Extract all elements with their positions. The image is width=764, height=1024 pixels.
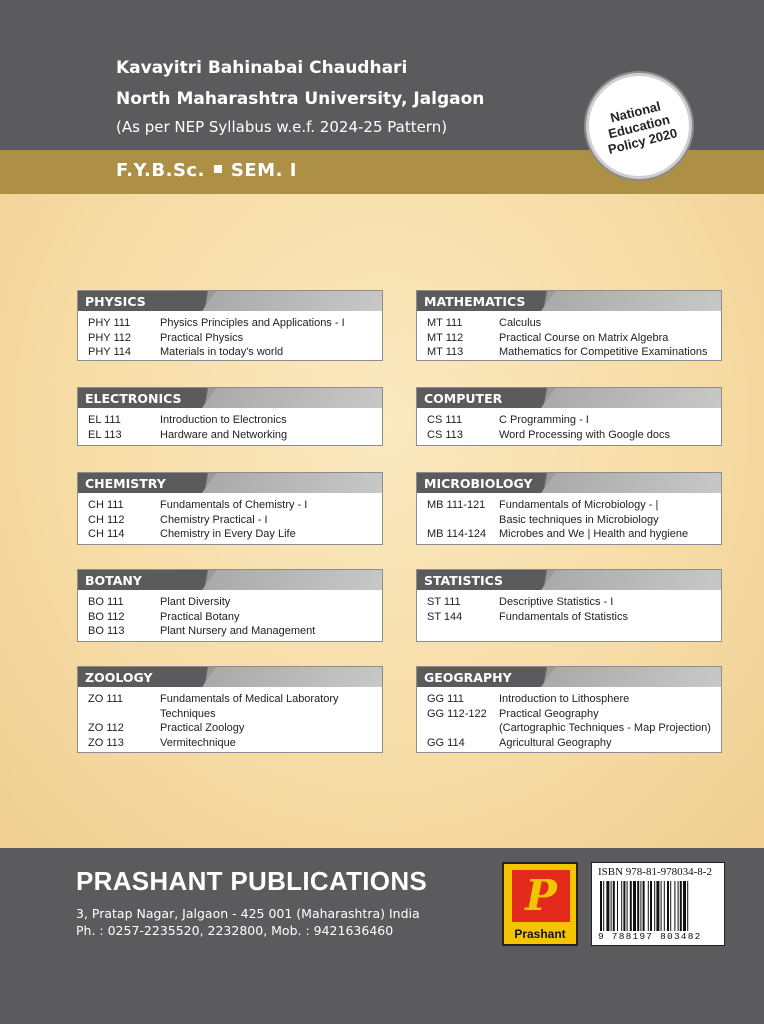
course-row xyxy=(88,331,378,346)
course-title: Fundamentals of Microbiology - | xyxy=(499,499,659,511)
course-code: ST 144 xyxy=(427,610,463,623)
course-title: Mathematics for Competitive Examinations xyxy=(499,346,708,359)
course-row xyxy=(427,692,717,707)
card-title: STATISTICS xyxy=(424,573,504,588)
isbn-label: ISBN 978-81-978034-8-2 xyxy=(598,866,712,878)
course-title: Introduction to Electronics xyxy=(160,414,287,426)
course-code: ST 111 xyxy=(427,596,461,608)
course-row xyxy=(427,595,717,610)
course-title: Basic techniques in Microbiology xyxy=(499,513,659,526)
course-title: Calculus xyxy=(499,317,542,329)
course-row xyxy=(427,345,717,360)
course-list xyxy=(427,595,717,624)
course-row xyxy=(88,428,378,443)
barcode-icon xyxy=(600,881,718,931)
course-name: F.Y.B.Sc. xyxy=(116,160,205,181)
course-code: PHY 114 xyxy=(88,346,132,359)
card-title: MICROBIOLOGY xyxy=(424,476,533,491)
course-row xyxy=(427,513,717,528)
subject-card-geography xyxy=(416,666,722,753)
subject-card-physics xyxy=(77,290,383,361)
course-list xyxy=(427,316,717,360)
publisher-name: PRASHANT PUBLICATIONS xyxy=(76,866,428,896)
course-title: Plant Nursery and Management xyxy=(160,625,316,638)
course-code: CH 111 xyxy=(88,499,124,511)
card-title: GEOGRAPHY xyxy=(424,670,512,685)
course-title: Hardware and Networking xyxy=(160,428,288,441)
course-code: EL 113 xyxy=(88,428,122,441)
course-row xyxy=(427,707,717,722)
course-code: GG 112-122 xyxy=(427,707,487,720)
course-code: ZO 111 xyxy=(88,693,124,705)
course-code: ZO 112 xyxy=(88,722,124,735)
course-code: BO 113 xyxy=(88,625,125,638)
card-title: MATHEMATICS xyxy=(424,294,526,309)
card-title: ELECTRONICS xyxy=(85,391,182,406)
logo-letter: P xyxy=(525,871,557,920)
course-code: MB 114-124 xyxy=(427,528,487,541)
separator-square-icon xyxy=(214,165,222,173)
course-row xyxy=(88,610,378,625)
course-title: Descriptive Statistics - I xyxy=(499,596,614,608)
card-title: BOTANY xyxy=(85,573,142,588)
course-row xyxy=(427,527,717,542)
course-code xyxy=(88,707,160,722)
subject-card-chemistry xyxy=(77,472,383,545)
course-row xyxy=(88,707,378,722)
course-code xyxy=(427,513,499,528)
course-code: CS 113 xyxy=(427,428,463,441)
subject-card-botany xyxy=(77,569,383,642)
isbn-number: 9 788197 803482 xyxy=(598,931,702,942)
course-title: Practical Geography xyxy=(499,707,599,720)
course-code: GG 111 xyxy=(427,693,464,705)
course-row xyxy=(427,428,717,443)
course-code: ZO 113 xyxy=(88,736,124,749)
course-list xyxy=(427,498,717,542)
course-list xyxy=(427,413,717,442)
course-title: Fundamentals of Statistics xyxy=(499,610,629,623)
course-title: Introduction to Lithosphere xyxy=(499,693,630,705)
publisher-address: 3, Pratap Nagar, Jalgaon - 425 001 (Maharashtra) India xyxy=(76,906,420,921)
course-title: Practical Physics xyxy=(160,331,244,344)
course-row xyxy=(88,692,378,707)
course-row xyxy=(88,345,378,360)
card-title: COMPUTER xyxy=(424,391,503,406)
course-title: Practical Course on Matrix Algebra xyxy=(499,331,669,344)
course-list xyxy=(88,595,378,639)
course-row xyxy=(427,721,717,736)
course-title: Fundamentals of Chemistry - I xyxy=(160,499,308,511)
course-row xyxy=(427,498,717,513)
course-list xyxy=(88,316,378,360)
subject-card-computer xyxy=(416,387,722,446)
university-name-line2: North Maharashtra University, Jalgaon xyxy=(116,89,485,109)
logo-label: Prashant xyxy=(514,927,566,941)
course-title: Agricultural Geography xyxy=(499,736,612,749)
publisher-logo xyxy=(502,862,578,946)
course-row xyxy=(88,721,378,736)
subject-card-electronics xyxy=(77,387,383,446)
course-code: EL 111 xyxy=(88,414,121,426)
card-title: PHYSICS xyxy=(85,294,146,309)
course-code xyxy=(427,721,499,736)
course-row xyxy=(88,527,378,542)
course-list xyxy=(88,692,378,750)
nep-badge xyxy=(586,73,692,179)
nep-badge-text: National Education Policy 2020 xyxy=(606,97,679,157)
course-code: MT 113 xyxy=(427,346,464,359)
course-code: CH 114 xyxy=(88,528,125,541)
course-row xyxy=(88,595,378,610)
course-row xyxy=(88,513,378,528)
course-code: CS 111 xyxy=(427,414,463,426)
course-title: Chemistry Practical - I xyxy=(160,513,268,526)
course-row xyxy=(427,331,717,346)
course-row xyxy=(88,498,378,513)
course-code: PHY 111 xyxy=(88,317,131,329)
course-title: Practical Zoology xyxy=(160,722,245,735)
course-row xyxy=(88,413,378,428)
course-title: Techniques xyxy=(160,707,216,720)
course-list xyxy=(88,498,378,542)
logo-icon xyxy=(512,870,570,922)
course-code: MB 111-121 xyxy=(427,499,486,511)
course-code: PHY 112 xyxy=(88,331,132,344)
course-code: CH 112 xyxy=(88,513,125,526)
subject-card-statistics xyxy=(416,569,722,642)
course-row xyxy=(427,610,717,625)
course-row xyxy=(427,316,717,331)
course-row xyxy=(427,736,717,751)
subject-card-zoology xyxy=(77,666,383,753)
syllabus-note: (As per NEP Syllabus w.e.f. 2024-25 Pattern) xyxy=(116,118,448,136)
course-code: BO 111 xyxy=(88,596,124,608)
semester-title xyxy=(116,160,297,181)
course-list xyxy=(88,413,378,442)
course-row xyxy=(88,736,378,751)
subject-card-mathematics xyxy=(416,290,722,361)
course-row xyxy=(88,624,378,639)
course-title: (Cartographic Techniques - Map Projection) xyxy=(499,722,711,735)
course-title: Chemistry in Every Day Life xyxy=(160,528,296,541)
course-code: BO 112 xyxy=(88,610,125,623)
course-title: Word Processing with Google docs xyxy=(499,428,670,441)
course-title: Vermitechnique xyxy=(160,736,236,749)
course-title: Microbes and We | Health and hygiene xyxy=(499,528,689,541)
course-row xyxy=(427,413,717,428)
semester-name: SEM. I xyxy=(230,160,297,181)
course-title: Fundamentals of Medical Laboratory xyxy=(160,693,339,705)
course-list xyxy=(427,692,717,750)
course-title: C Programming - I xyxy=(499,414,589,426)
course-title: Physics Principles and Applications - I xyxy=(160,317,345,329)
isbn-barcode-box xyxy=(591,862,725,946)
card-title: CHEMISTRY xyxy=(85,476,166,491)
course-title: Practical Botany xyxy=(160,610,240,623)
course-row xyxy=(88,316,378,331)
university-name-line1: Kavayitri Bahinabai Chaudhari xyxy=(116,58,408,78)
course-code: MT 111 xyxy=(427,317,463,329)
course-code: MT 112 xyxy=(427,331,464,344)
course-title: Plant Diversity xyxy=(160,596,231,608)
course-code: GG 114 xyxy=(427,736,465,749)
card-title: ZOOLOGY xyxy=(85,670,153,685)
subject-card-microbiology xyxy=(416,472,722,545)
course-title: Materials in today's world xyxy=(160,346,284,359)
publisher-phone: Ph. : 0257-2235520, 2232800, Mob. : 9421636460 xyxy=(76,923,394,938)
